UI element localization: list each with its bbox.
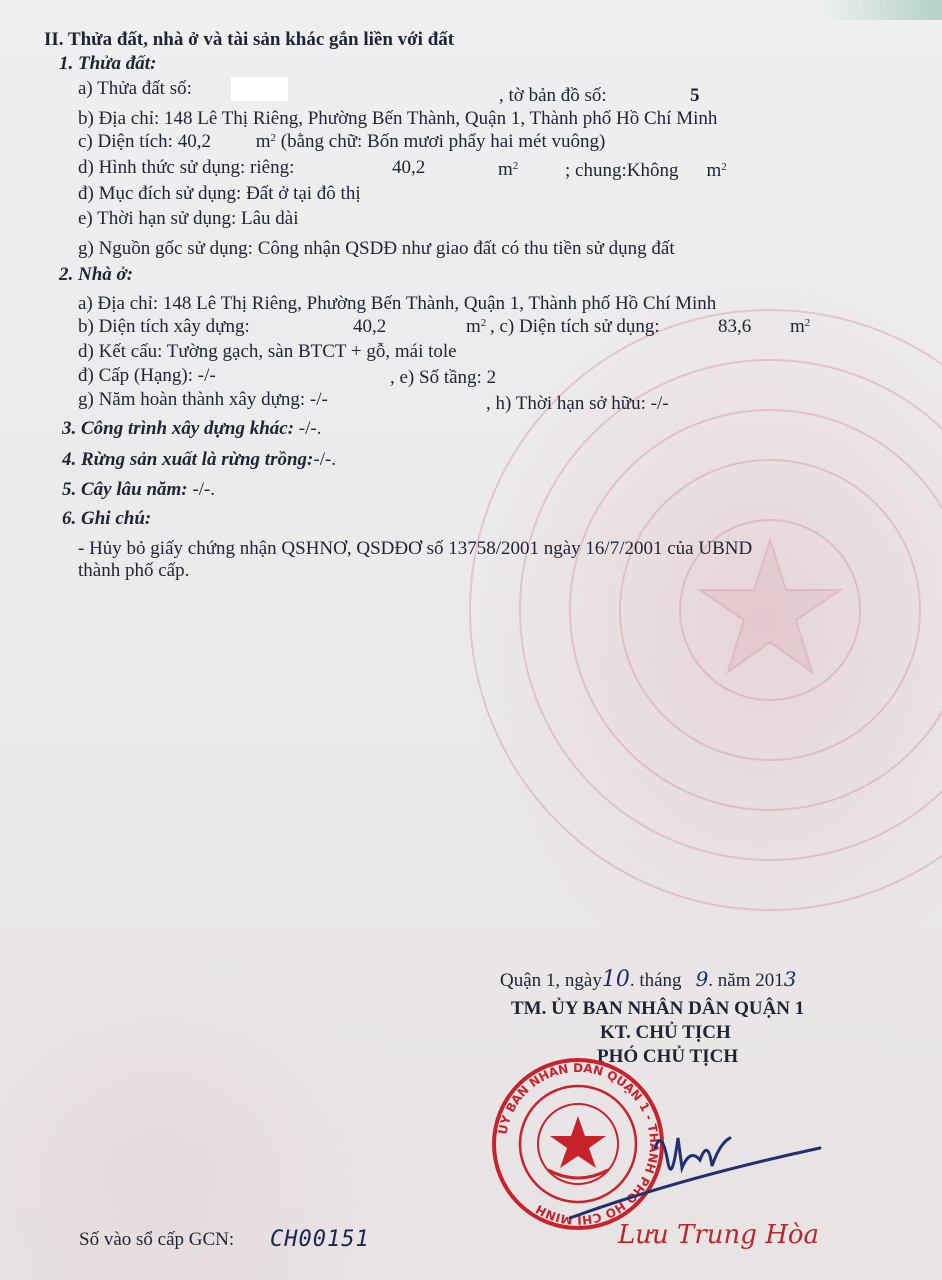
section-heading: II. Thửa đất, nhà ở và tài sản khác gắn liền với đất	[44, 29, 455, 50]
house-grade: đ) Cấp (Hạng): -/-	[78, 365, 216, 386]
usage-unit: $m^2$	[498, 159, 519, 180]
kt-chairman: KT. CHỦ TỊCH	[600, 1022, 731, 1043]
used-area-value: 83,6	[718, 316, 752, 337]
issuing-organization: TM. ỦY BAN NHÂN DÂN QUẬN 1	[511, 998, 805, 1019]
production-forest: 4. Rừng sản xuất là rừng trồng:-/-.	[62, 449, 337, 470]
parcel-number-label: a) Thửa đất số:	[78, 78, 192, 99]
usage-private-value: 40,2	[392, 157, 426, 178]
issue-date: Quận 1, ngày10. tháng 9. năm 2013	[500, 967, 797, 992]
house-address: a) Địa chỉ: 148 Lê Thị Riêng, Phường Bến Thành, Quận 1, Thành phố Hồ Chí Minh	[78, 293, 717, 314]
house-floors: , e) Số tầng: 2	[390, 367, 497, 388]
register-number: CH00151	[270, 1227, 370, 1252]
land-term: e) Thời hạn sử dụng: Lâu dài	[78, 208, 299, 229]
land-area-unit: m	[255, 131, 271, 152]
notes-line-2: thành phố cấp.	[78, 560, 190, 581]
redacted-parcel-number	[231, 77, 288, 101]
built-area-value: 40,2	[353, 316, 387, 337]
land-purpose: đ) Mục đích sử dụng: Đất ở tại đô thị	[78, 183, 361, 204]
map-sheet-number: 5	[690, 85, 700, 106]
used-area-label: , c) Diện tích sử dụng:	[490, 316, 660, 337]
notes-heading: 6. Ghi chú:	[62, 508, 152, 529]
land-heading: 1. Thửa đất:	[59, 53, 157, 74]
house-structure: d) Kết cấu: Tường gạch, sàn BTCT + gỗ, mái tole	[78, 341, 457, 362]
land-area-line	[78, 131, 605, 153]
built-area-label: b) Diện tích xây dựng:	[78, 316, 250, 337]
deputy-chairman: PHÓ CHỦ TỊCH	[597, 1046, 739, 1067]
map-sheet-label: , tờ bản đồ số:	[499, 85, 607, 106]
issue-month: 9	[695, 967, 709, 991]
signature-scribble	[560, 1108, 860, 1228]
ownership-term: , h) Thời hạn sở hữu: -/-	[486, 393, 669, 414]
land-area-unit-sup: 2	[270, 132, 276, 144]
completion-year: g) Năm hoàn thành xây dựng: -/-	[78, 389, 328, 410]
land-address: b) Địa chỉ: 148 Lê Thị Riêng, Phường Bến Thành, Quận 1, Thành phố Hồ Chí Minh	[78, 108, 718, 129]
built-area-unit: $m^2$	[466, 316, 487, 337]
land-area-label: c) Diện tích: 40,2	[78, 131, 211, 152]
other-construction: 3. Công trình xây dựng khác: -/-.	[62, 418, 322, 439]
perennial-trees: 5. Cây lâu năm: -/-.	[62, 479, 216, 500]
notes-line-1: - Hủy bỏ giấy chứng nhận QSHNƠ, QSDĐƠ số 13758/2001 ngày 16/7/2001 của UBND	[78, 538, 753, 559]
page-corner	[822, 0, 942, 20]
usage-shared: ; chung:Không $m^2$	[565, 160, 727, 181]
land-origin: g) Nguồn gốc sử dụng: Công nhận QSDĐ như giao đất có thu tiền sử dụng đất	[78, 238, 675, 259]
signer-name: Lưu Trung Hòa	[618, 1220, 820, 1250]
register-label: Số vào sổ cấp GCN:	[79, 1229, 235, 1250]
issue-year-last: 3	[783, 967, 797, 991]
issue-day: 10	[601, 967, 630, 992]
usage-form-label: d) Hình thức sử dụng: riêng:	[78, 157, 295, 178]
used-area-unit: $m^2$	[790, 316, 811, 337]
land-area-words: (bằng chữ: Bốn mươi phẩy hai mét vuông)	[280, 131, 606, 152]
house-heading: 2. Nhà ở:	[59, 264, 134, 285]
seal-text: UỶ BAN NHÂN DÂN QUẬN 1 - THÀNH PHỐ HỒ CHÍ MINH	[495, 1060, 662, 1228]
